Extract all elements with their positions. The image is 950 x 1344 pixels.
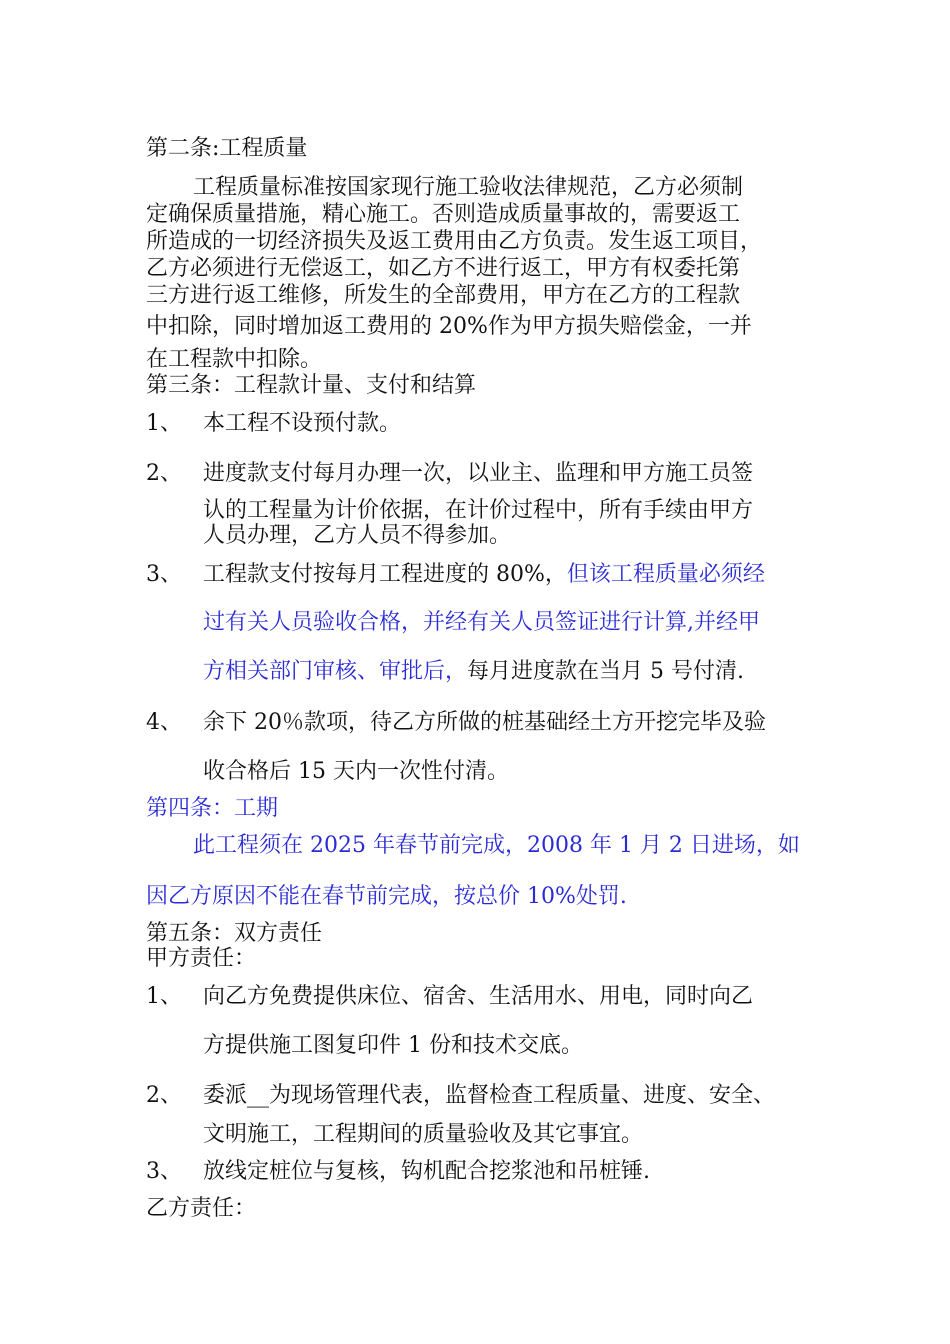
section-2-para-line: 三方进行返工维修，所发生的全部费用，甲方在乙方的工程款 (146, 283, 741, 308)
section-2-para-line: 工程质量标准按国家现行施工验收法律规范，乙方必须制 (193, 175, 744, 200)
section-4-para-line: 此工程须在 2025 年春节前完成，2008 年 1 月 2 日进场，如 (193, 833, 800, 858)
list-item-continuation (203, 659, 744, 685)
section-4-title: 第四条：工期 (146, 796, 279, 821)
section-2-title: 第二条:工程质量 (146, 136, 308, 161)
party-b-heading: 乙方责任： (146, 1196, 257, 1221)
list-item-continuation: 人员办理，乙方人员不得参加。 (203, 523, 512, 548)
list-number: 3、 (146, 1159, 182, 1184)
list-item: 放线定桩位与复核，钩机配合挖浆池和吊桩锤. (203, 1159, 650, 1184)
list-number: 2、 (146, 461, 182, 486)
list-item-text: 每月进度款在当月 5 号付清. (467, 659, 744, 684)
list-item: 进度款支付每月办理一次，以业主、监理和甲方施工员签 (203, 461, 754, 486)
list-number: 3、 (146, 562, 182, 587)
highlighted-text: 过有关人员验收合格，并经有关人员签证进行计算,并经甲 (203, 610, 760, 635)
highlighted-text: 但该工程质量必须经 (566, 562, 765, 587)
list-item-continuation: 收合格后 15 天内一次性付清。 (203, 759, 509, 784)
section-4-para-line: 因乙方原因不能在春节前完成，按总价 10%处罚. (146, 884, 627, 909)
highlighted-text: 方相关部门审核、审批后， (203, 659, 468, 684)
list-number: 1、 (146, 984, 182, 1009)
section-2-para-line: 中扣除，同时增加返工费用的 20%作为甲方损失赔偿金，一并 (146, 314, 752, 339)
list-item-continuation: 文明施工，工程期间的质量验收及其它事宜。 (203, 1122, 644, 1147)
list-item: 本工程不设预付款。 (203, 411, 402, 436)
section-5-title: 第五条：双方责任 (146, 921, 323, 946)
list-item: 向乙方免费提供床位、宿舍、生活用水、用电，同时向乙 (203, 984, 754, 1009)
list-item: 委派__为现场管理代表，监督检查工程质量、进度、安全、 (203, 1083, 776, 1108)
list-item-continuation: 方提供施工图复印件 1 份和技术交底。 (203, 1033, 583, 1058)
section-2-para-line: 所造成的一切经济损失及返工费用由乙方负责。发生返工项目， (146, 229, 763, 254)
section-2-para-line: 乙方必须进行无偿返工，如乙方不进行返工，甲方有权委托第 (146, 256, 741, 281)
section-2-para-line: 定确保质量措施，精心施工。否则造成质量事故的，需要返工 (146, 202, 741, 227)
list-item-text: 工程款支付按每月工程进度的 80%， (203, 562, 567, 587)
party-a-heading: 甲方责任： (146, 946, 257, 971)
list-item: 余下 20％款项，待乙方所做的桩基础经土方开挖完毕及验 (203, 710, 766, 735)
list-number: 2、 (146, 1083, 182, 1108)
section-2-para-line: 在工程款中扣除。 (146, 347, 323, 372)
list-number: 4、 (146, 710, 182, 735)
list-number: 1、 (146, 411, 182, 436)
section-3-title: 第三条：工程款计量、支付和结算 (146, 373, 477, 398)
list-item (203, 562, 765, 588)
list-item-continuation: 认的工程量为计价依据，在计价过程中，所有手续由甲方 (203, 498, 754, 523)
